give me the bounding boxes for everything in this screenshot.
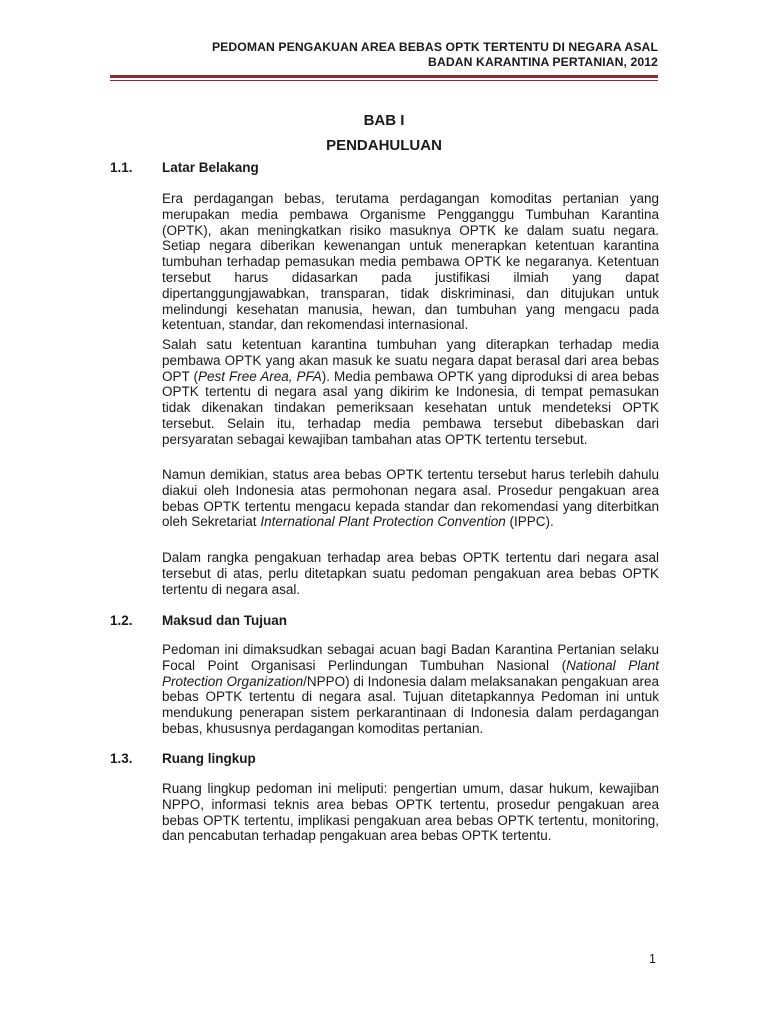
section-number: 1.1. (110, 160, 133, 175)
header-title: PEDOMAN PENGAKUAN AREA BEBAS OPTK TERTENTU DI NEGARA ASAL (211, 40, 658, 54)
page-number: 1 (649, 952, 656, 966)
header-rule-thin (110, 80, 658, 81)
section-number: 1.2. (110, 613, 133, 628)
paragraph: Ruang lingkup pedoman ini meliputi: pengertian umum, dasar hukum, kewajiban NPPO, informasi teknis area bebas OPTK tertentu, prosedur pengakuan area bebas OPTK tertentu, implikasi pengakuan area bebas OPTK tertentu, monitoring, dan pencabutan terhadap pengakuan area bebas OPTK tertentu. (162, 781, 659, 844)
section-title: Latar Belakang (162, 160, 259, 175)
chapter-title: PENDAHULUAN (326, 137, 442, 154)
italic-term: Pest Free Area, PFA (197, 368, 322, 384)
header-subtitle: BADAN KARANTINA PERTANIAN, 2012 (428, 55, 658, 69)
section-title: Maksud dan Tujuan (162, 613, 288, 628)
paragraph: Pedoman ini dimaksudkan sebagai acuan bagi Badan Karantina Pertanian selaku Focal Point Organisasi Perlindungan Tumbuhan Nasional (National Plant Protection Organization/NPPO) di Indonesia dalam melaksanakan pengakuan area bebas OPTK tertentu di negara asal. Tujuan ditetapkannya Pedoman ini untuk mendukung penerapan sistem perkarantinaan di Indonesia dalam perdagangan bebas, khususnya perdagangan komoditas pertanian. (162, 642, 659, 736)
paragraph: Salah satu ketentuan karantina tumbuhan yang diterapkan terhadap media pembawa OPTK yang akan masuk ke suatu negara dapat berasal dari area bebas OPT (Pest Free Area, PFA). Media pembawa OPTK yang diproduksi di area bebas OPTK tertentu di negara asal yang dikirim ke Indonesia, di tempat pemasukan tidak dikenakan tindakan pemeriksaan kesehatan untuk mendeteksi OPTK tersebut. Selain itu, terhadap media pembawa tersebut dibebaskan dari persyaratan sebagai kewajiban tambahan atas OPTK tertentu tersebut. (162, 337, 659, 447)
header-rule-thick (110, 75, 658, 78)
section-title: Ruang lingkup (162, 751, 256, 766)
chapter-label: BAB I (363, 112, 405, 129)
italic-term: National Plant Protection Organization (162, 657, 659, 689)
section-number: 1.3. (110, 751, 133, 766)
paragraph: Namun demikian, status area bebas OPTK tertentu tersebut harus terlebih dahulu diakui oleh Indonesia atas permohonan negara asal. Prosedur pengakuan area bebas OPTK tertentu mengacu kepada standar dan rekomendasi yang diterbitkan oleh Sekretariat International Plant Protection Convention (IPPC). (162, 467, 659, 530)
paragraph: Dalam rangka pengakuan terhadap area bebas OPTK tertentu dari negara asal tersebut di atas, perlu ditetapkan suatu pedoman pengakuan area bebas OPTK tertentu di negara asal. (162, 550, 659, 597)
running-header (212, 40, 658, 70)
italic-term: International Plant Protection Convention (260, 514, 506, 530)
paragraph: Era perdagangan bebas, terutama perdagangan komoditas pertanian yang merupakan media pembawa Organisme Pengganggu Tumbuhan Karantina (OPTK), akan meningkatkan risiko masuknya OPTK ke dalam suatu negara. Setiap negara diberikan kewenangan untuk menerapkan ketentuan karantina tumbuhan terhadap pemasukan media pembawa OPTK ke negaranya. Ketentuan tersebut harus didasarkan pada justifikasi ilmiah yang dapat dipertanggungjawabkan, transparan, tidak diskriminasi, dan ditujukan untuk melindungi kesehatan manusia, hewan, dan tumbuhan yang mengacu pada ketentuan, standar, dan rekomendasi internasional. (162, 191, 659, 333)
